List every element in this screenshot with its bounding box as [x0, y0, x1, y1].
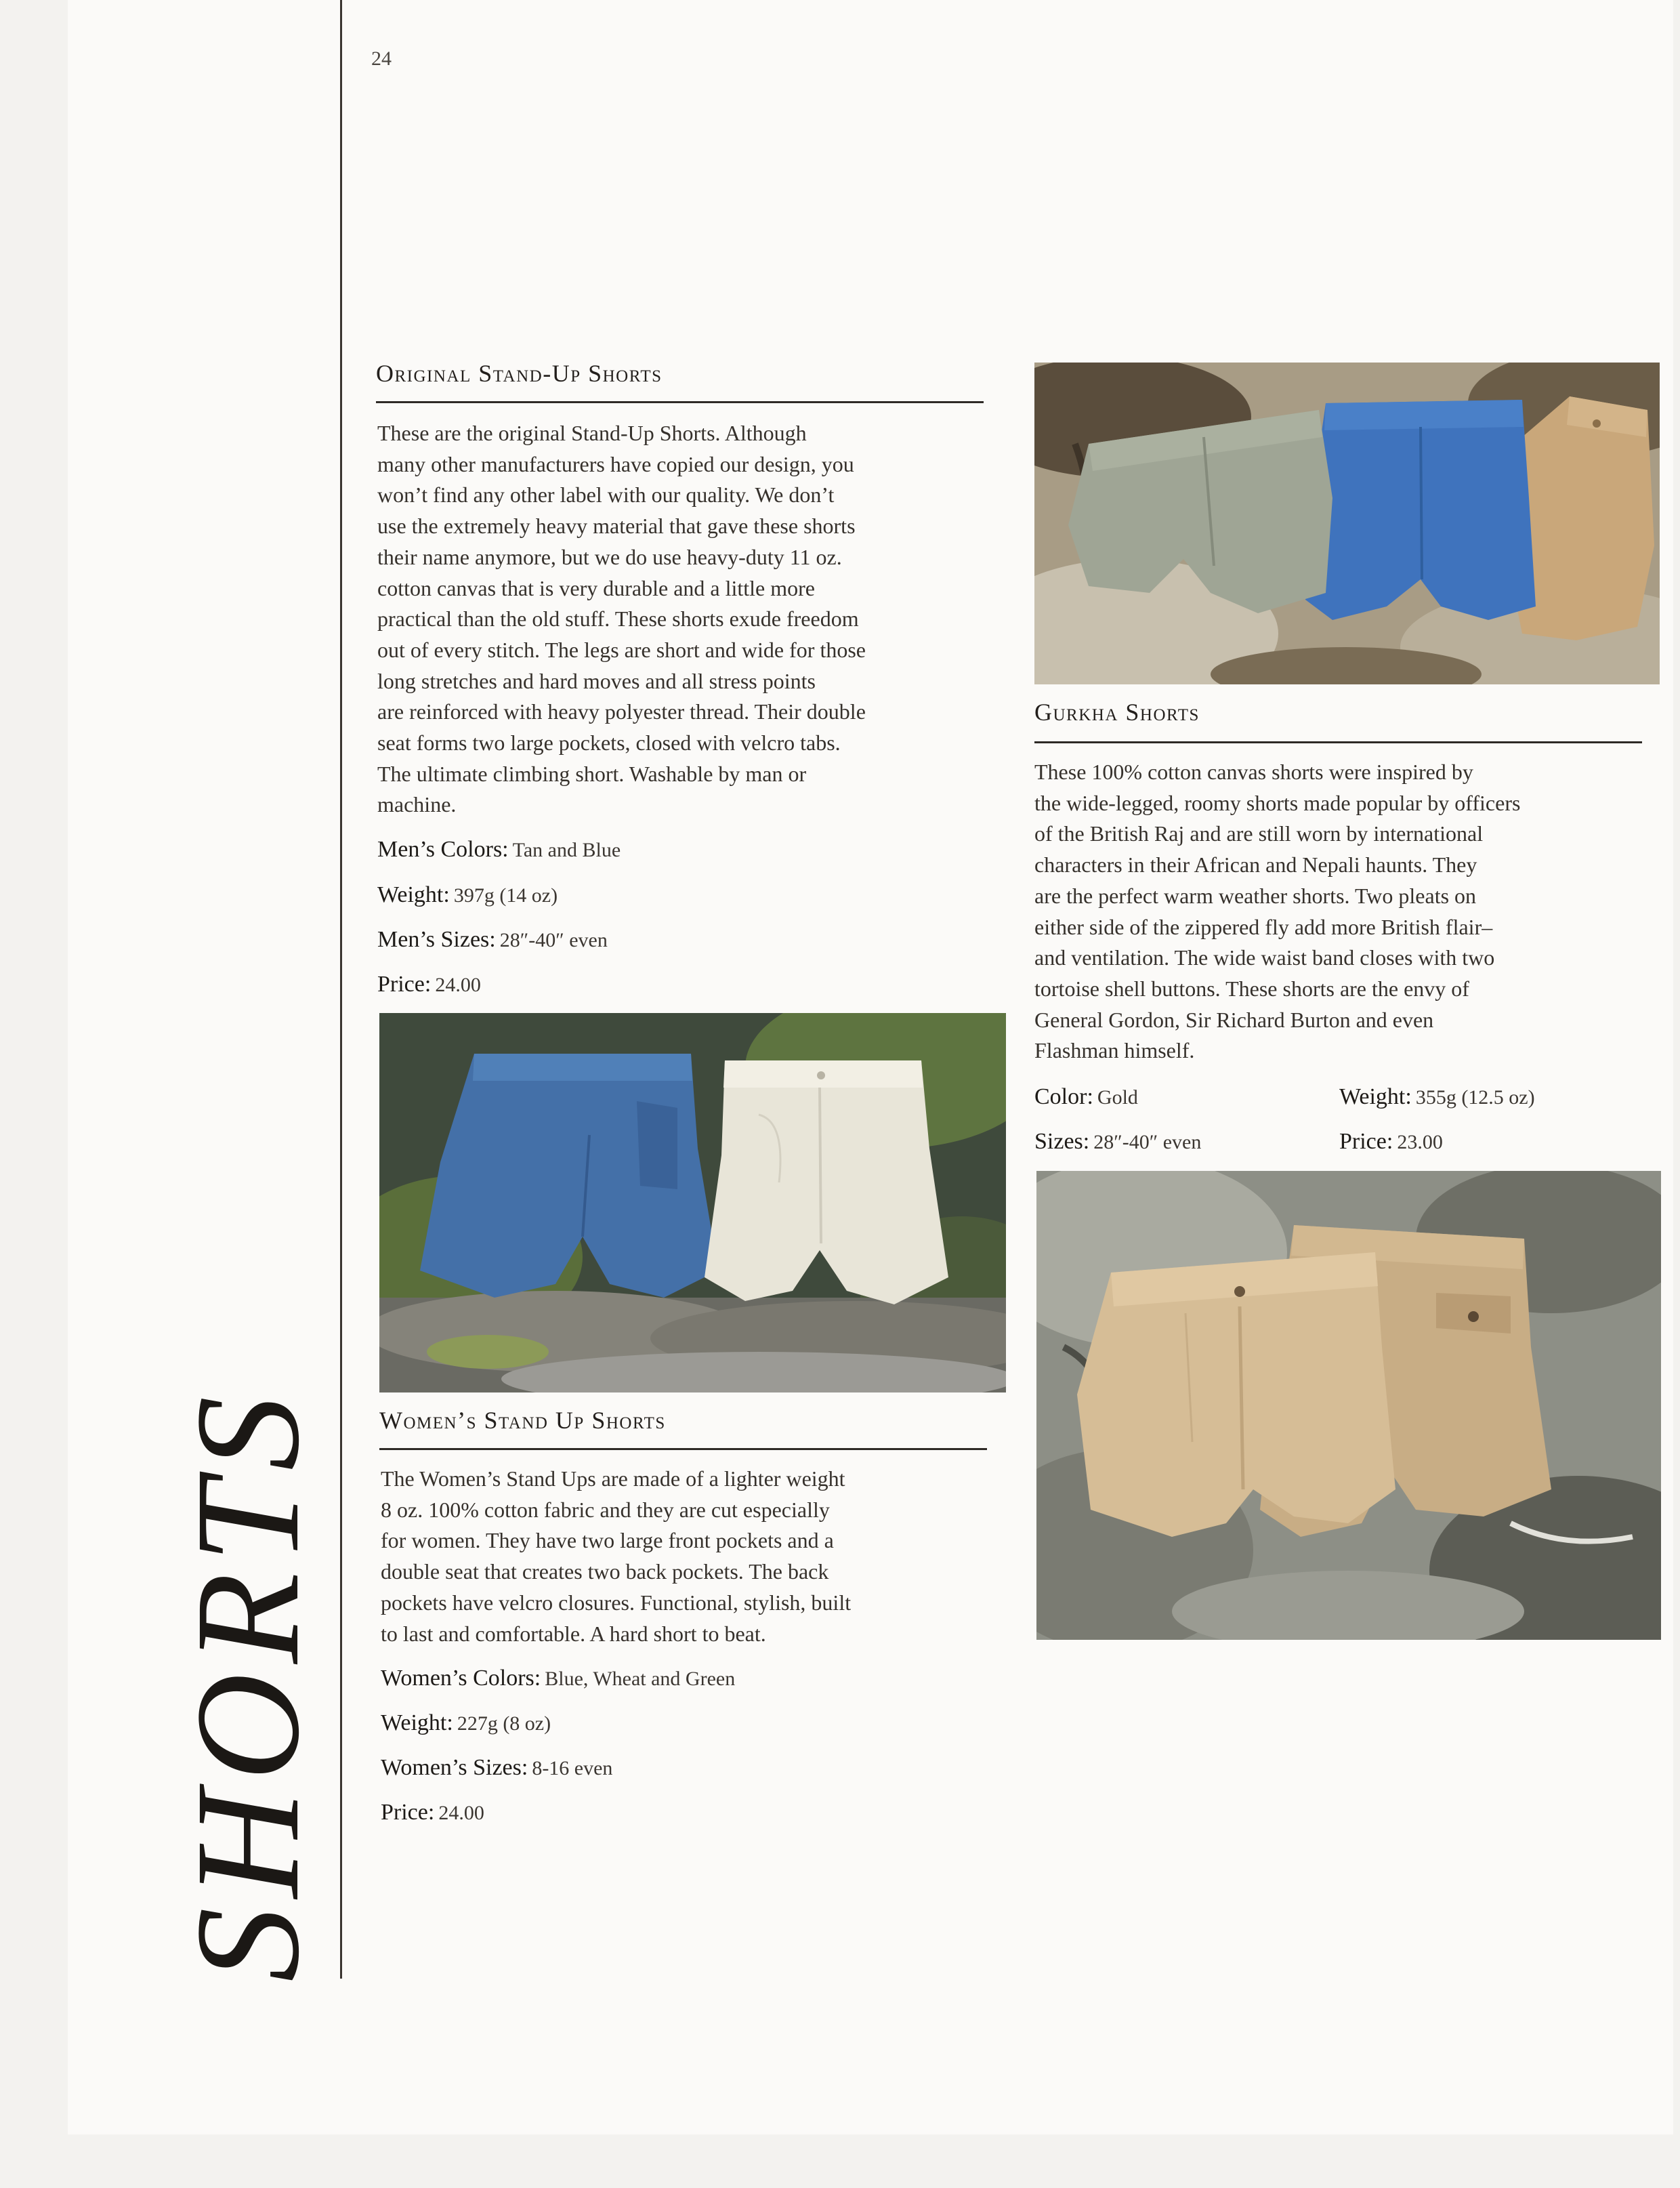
text-line: These 100% cotton canvas shorts were inspired by — [1034, 760, 1473, 784]
text-line: Flashman himself. — [1034, 1038, 1195, 1063]
womens-shorts-rule — [379, 1448, 987, 1450]
gurkha-shorts-description — [1034, 757, 1671, 1067]
original-price-spec: Price: 24.00 — [377, 972, 481, 997]
womens-sizes-spec: Women’s Sizes: 8-16 even — [381, 1755, 613, 1780]
text-line: pockets have velcro closures. Functional, stylish, built — [381, 1590, 852, 1615]
text-line: many other manufacturers have copied our design, you — [377, 451, 854, 476]
text-line: These are the original Stand-Up Shorts. Although — [377, 421, 807, 445]
text-line: of the British Raj and are still worn by international — [1034, 821, 1484, 846]
text-line: their name anymore, but we do use heavy-duty 11 oz. — [377, 544, 842, 569]
page-number: 24 — [371, 47, 392, 70]
original-shorts-rule — [376, 401, 984, 403]
womens-shorts-photo — [379, 1013, 1006, 1392]
womens-shorts-heading: Women’s Stand Up Shorts — [379, 1407, 666, 1434]
text-line: won’t find any other label with our quality. We don’t — [377, 482, 835, 508]
text-line: practical than the old stuff. These shorts exude freedom — [377, 606, 859, 632]
text-line: The ultimate climbing short. Washable by man or — [377, 761, 807, 786]
text-line: seat forms two large pockets, closed with velcro tabs. — [377, 730, 841, 756]
text-line: use the extremely heavy material that gave these shorts — [377, 514, 856, 539]
text-line: characters in their African and Nepali haunts. They — [1034, 852, 1477, 878]
original-shorts-photo — [1034, 363, 1660, 684]
gurkha-shorts-rule — [1034, 741, 1642, 743]
text-line: are the perfect warm weather shorts. Two pleats on — [1034, 883, 1477, 908]
text-line: to last and comfortable. A hard short to beat. — [381, 1621, 766, 1646]
text-line: machine. — [377, 792, 457, 817]
text-line: are reinforced with heavy polyester thread. Their double — [377, 699, 866, 724]
section-title-vertical: SHORTS — [165, 1386, 330, 1982]
original-weight-spec: Weight: 397g (14 oz) — [377, 882, 558, 907]
text-line: The Women’s Stand Ups are made of a lighter weight — [381, 1466, 845, 1491]
original-colors-spec: Men’s Colors: Tan and Blue — [377, 837, 621, 862]
womens-weight-spec: Weight: 227g (8 oz) — [381, 1710, 551, 1735]
text-line: the wide-legged, roomy shorts made popular by officers — [1034, 790, 1521, 815]
gurkha-sizes-spec: Sizes: 28″-40″ even — [1034, 1129, 1202, 1154]
text-line: cotton canvas that is very durable and a little more — [377, 575, 815, 600]
gurkha-price-spec: Price: 23.00 — [1339, 1129, 1443, 1154]
womens-shorts-description — [381, 1464, 1017, 1649]
original-sizes-spec: Men’s Sizes: 28″-40″ even — [377, 927, 608, 952]
text-line: tortoise shell buttons. These shorts are the envy of — [1034, 976, 1469, 1001]
gurkha-shorts-photo — [1036, 1171, 1661, 1640]
original-shorts-heading: Original Stand-Up Shorts — [376, 360, 663, 387]
womens-colors-spec: Women’s Colors: Blue, Wheat and Green — [381, 1666, 736, 1691]
text-line: 8 oz. 100% cotton fabric and they are cut especially — [381, 1497, 830, 1522]
gurkha-weight-spec: Weight: 355g (12.5 oz) — [1339, 1084, 1535, 1109]
text-line: and ventilation. The wide waist band closes with two — [1034, 945, 1495, 970]
gurkha-shorts-heading: Gurkha Shorts — [1034, 699, 1200, 726]
womens-price-spec: Price: 24.00 — [381, 1800, 484, 1825]
text-line: long stretches and hard moves and all stress points — [377, 668, 816, 693]
text-line: General Gordon, Sir Richard Burton and even — [1034, 1007, 1434, 1032]
gurkha-color-spec: Color: Gold — [1034, 1084, 1138, 1109]
vertical-divider — [340, 0, 342, 1979]
text-line: double seat that creates two back pockets. The back — [381, 1559, 829, 1584]
text-line: for women. They have two large front pockets and a — [381, 1528, 834, 1553]
original-shorts-description — [377, 418, 1014, 821]
text-line: either side of the zippered fly add more British flair– — [1034, 914, 1493, 939]
text-line: out of every stitch. The legs are short and wide for those — [377, 637, 866, 662]
